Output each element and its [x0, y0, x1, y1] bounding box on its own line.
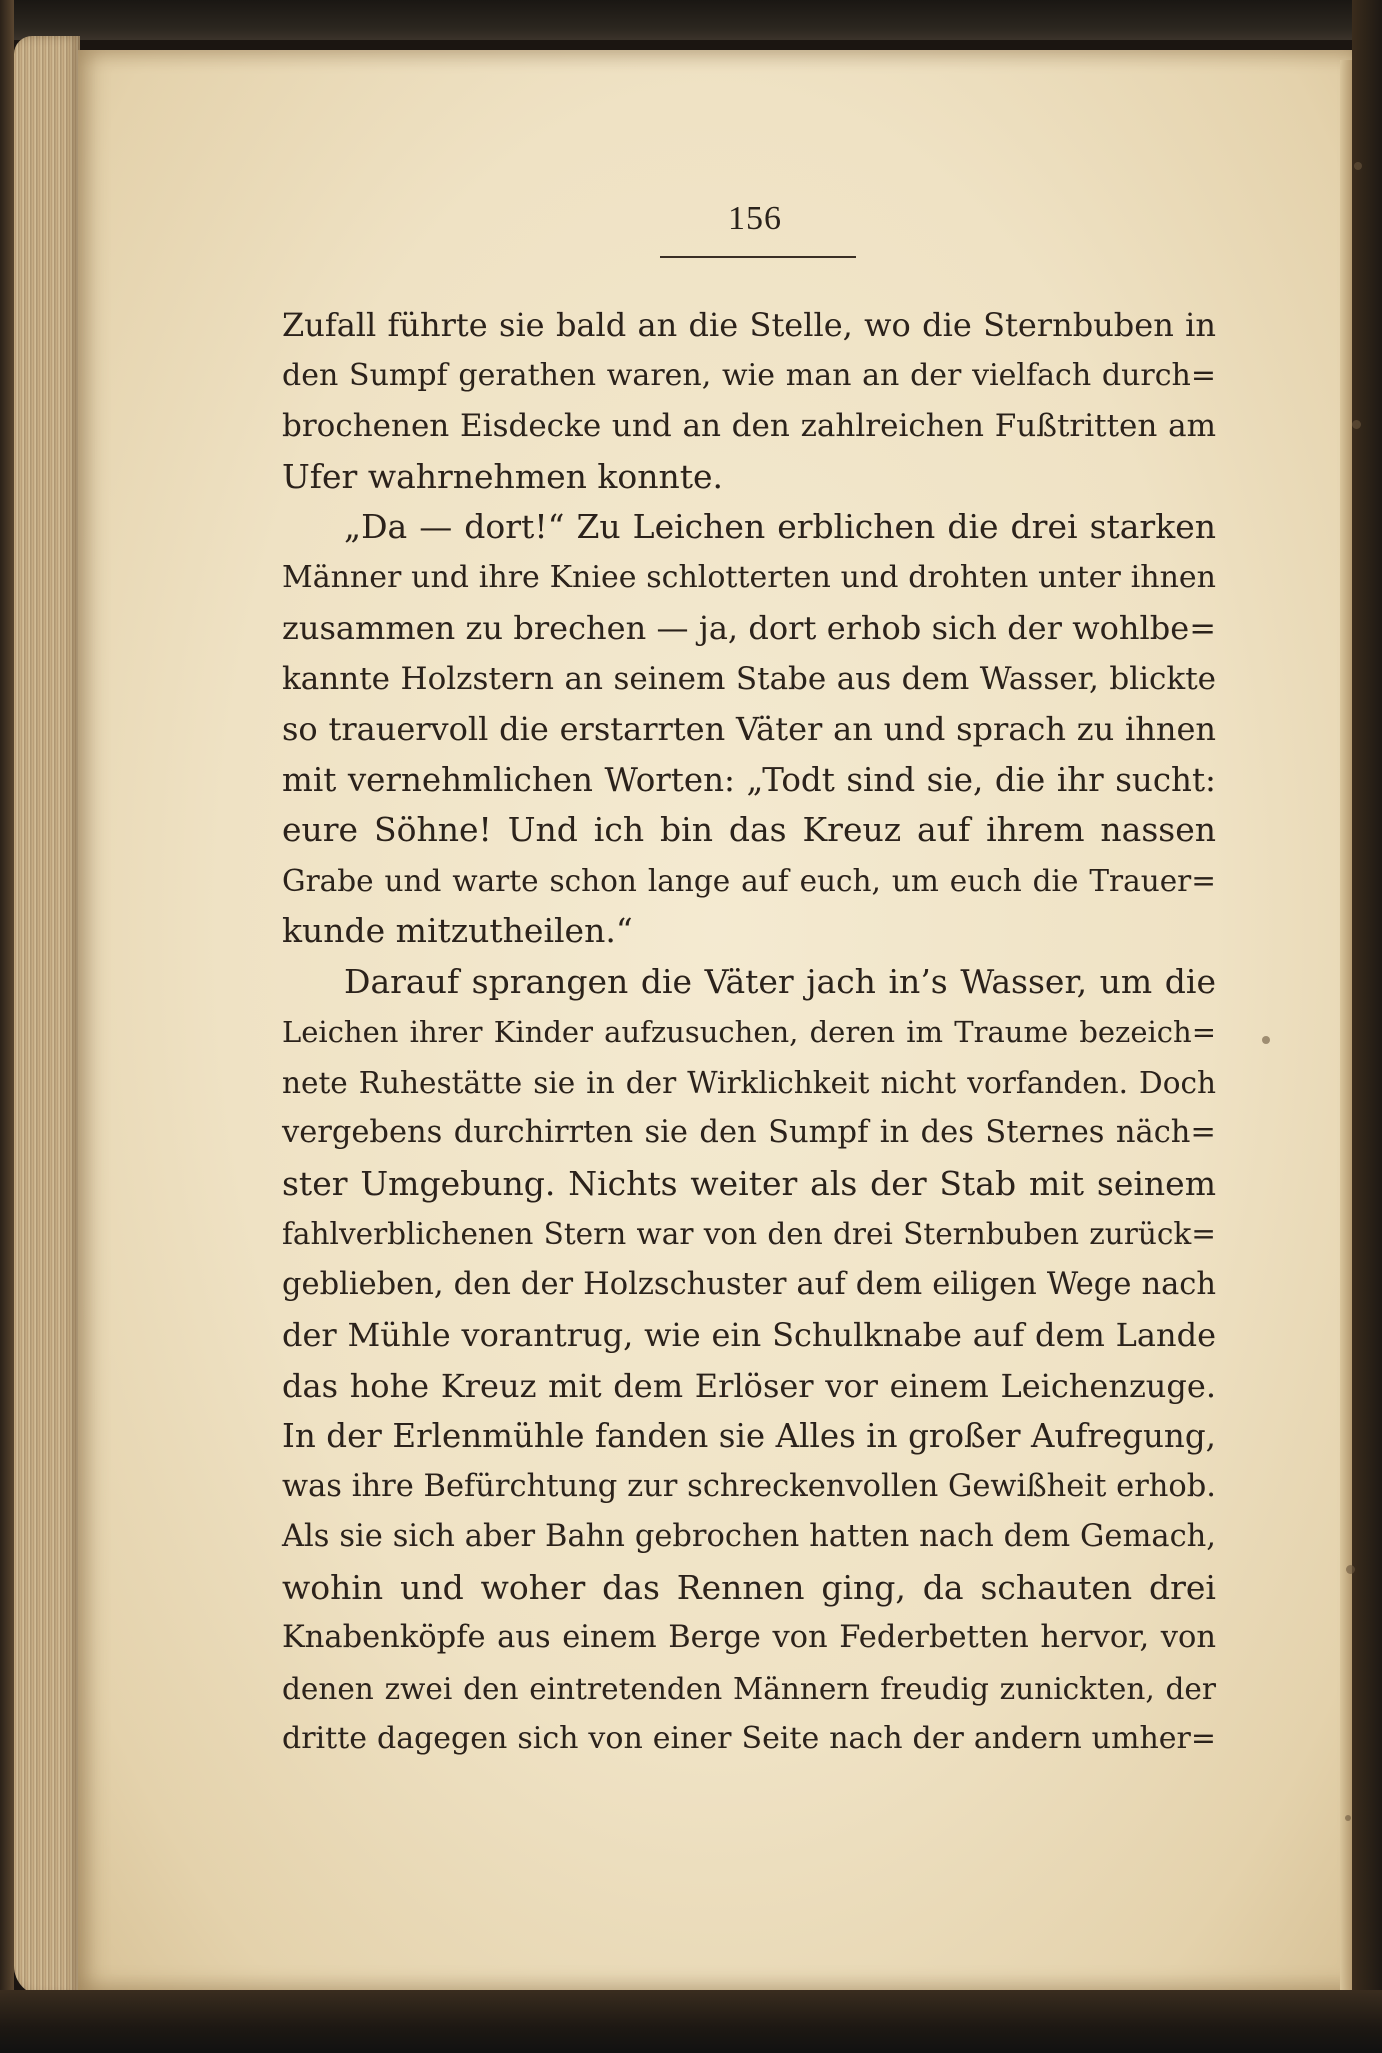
- paper-speck: [1262, 1036, 1270, 1044]
- text-line: kunde mitzutheilen.“: [282, 911, 633, 950]
- text-line: fahlverblichenen Stern war von den drei Sternbuben zurück=: [282, 1217, 1216, 1251]
- text-line: den Sumpf gerathen waren, wie man an der vielfach durch=: [282, 357, 1216, 393]
- text-line: Zufall führte sie bald an die Stelle, wo die Sternbuben in: [282, 306, 1216, 344]
- text-line: Grabe und warte schon lange auf euch, um euch die Trauer=: [282, 863, 1216, 898]
- page-stack-edge: [14, 36, 80, 1996]
- text-line: kannte Holzstern an seinem Stabe aus dem Wasser, blickte: [282, 660, 1216, 697]
- paper-speck: [1352, 420, 1361, 429]
- page-number: 156: [728, 200, 782, 237]
- paper-speck: [1346, 1565, 1355, 1574]
- text-line: Als sie sich aber Bahn gebrochen hatten nach dem Gemach,: [282, 1519, 1216, 1554]
- text-line: so trauervoll die erstarrten Väter an und sprach zu ihnen: [282, 710, 1216, 748]
- text-line: denen zwei den eintretenden Männern freudig zunickten, der: [282, 1671, 1216, 1706]
- book-cover-top: [0, 0, 1382, 40]
- text-line: wohin und woher das Rennen ging, da schauten drei: [282, 1567, 1216, 1607]
- body-text: [282, 300, 1216, 1765]
- text-line: nete Ruhestätte sie in der Wirklichkeit nicht vorfanden. Doch: [282, 1065, 1216, 1100]
- text-line: brochenen Eisdecke und an den zahlreichen Fußtritten am: [282, 408, 1216, 444]
- text-line: zusammen zu brechen — ja, dort erhob sich der wohlbe=: [282, 609, 1216, 647]
- text-line: dritte dagegen sich von einer Seite nach der andern umher=: [282, 1721, 1216, 1756]
- paper-speck: [1345, 1815, 1351, 1821]
- book-cover-right: [1352, 0, 1382, 2053]
- text-line: Darauf sprangen die Väter jach in’s Wasser, um die: [344, 961, 1216, 1001]
- text-line: „Da — dort!“ Zu Leichen erblichen die drei starken: [344, 507, 1216, 546]
- page-number-rule: [660, 256, 856, 258]
- text-line: Knabenköpfe aus einem Berge von Federbetten hervor, von: [282, 1620, 1216, 1655]
- text-line: ster Umgebung. Nichts weiter als der Stab mit seinem: [282, 1163, 1216, 1203]
- text-line: vergebens durchirrten sie den Sumpf in des Sternes näch=: [282, 1115, 1216, 1150]
- text-line: Männer und ihre Kniee schlotterten und drohten unter ihnen: [282, 559, 1216, 595]
- text-line: mit vernehmlichen Worten: „Todt sind sie, die ihr sucht:: [282, 760, 1216, 799]
- book-cover-left: [0, 0, 14, 2053]
- text-line: In der Erlenmühle fanden sie Alles in großer Aufregung,: [282, 1417, 1216, 1455]
- text-line: Leichen ihrer Kinder aufzusuchen, deren im Traume bezeich=: [282, 1015, 1216, 1049]
- book-cover-bottom: [0, 1990, 1382, 2053]
- text-line: Ufer wahrnehmen konnte.: [282, 456, 724, 496]
- paper-speck: [1354, 162, 1362, 170]
- text-line: eure Söhne! Und ich bin das Kreuz auf ihrem nassen: [282, 810, 1216, 849]
- text-line: geblieben, den der Holzschuster auf dem eiligen Wege nach: [282, 1266, 1216, 1302]
- text-line: was ihre Befürchtung zur schreckenvollen Gewißheit erhob.: [282, 1468, 1216, 1504]
- text-line: der Mühle vorantrug, wie ein Schulknabe auf dem Lande: [282, 1316, 1216, 1354]
- text-line: das hohe Kreuz mit dem Erlöser vor einem Leichenzuge.: [282, 1366, 1216, 1405]
